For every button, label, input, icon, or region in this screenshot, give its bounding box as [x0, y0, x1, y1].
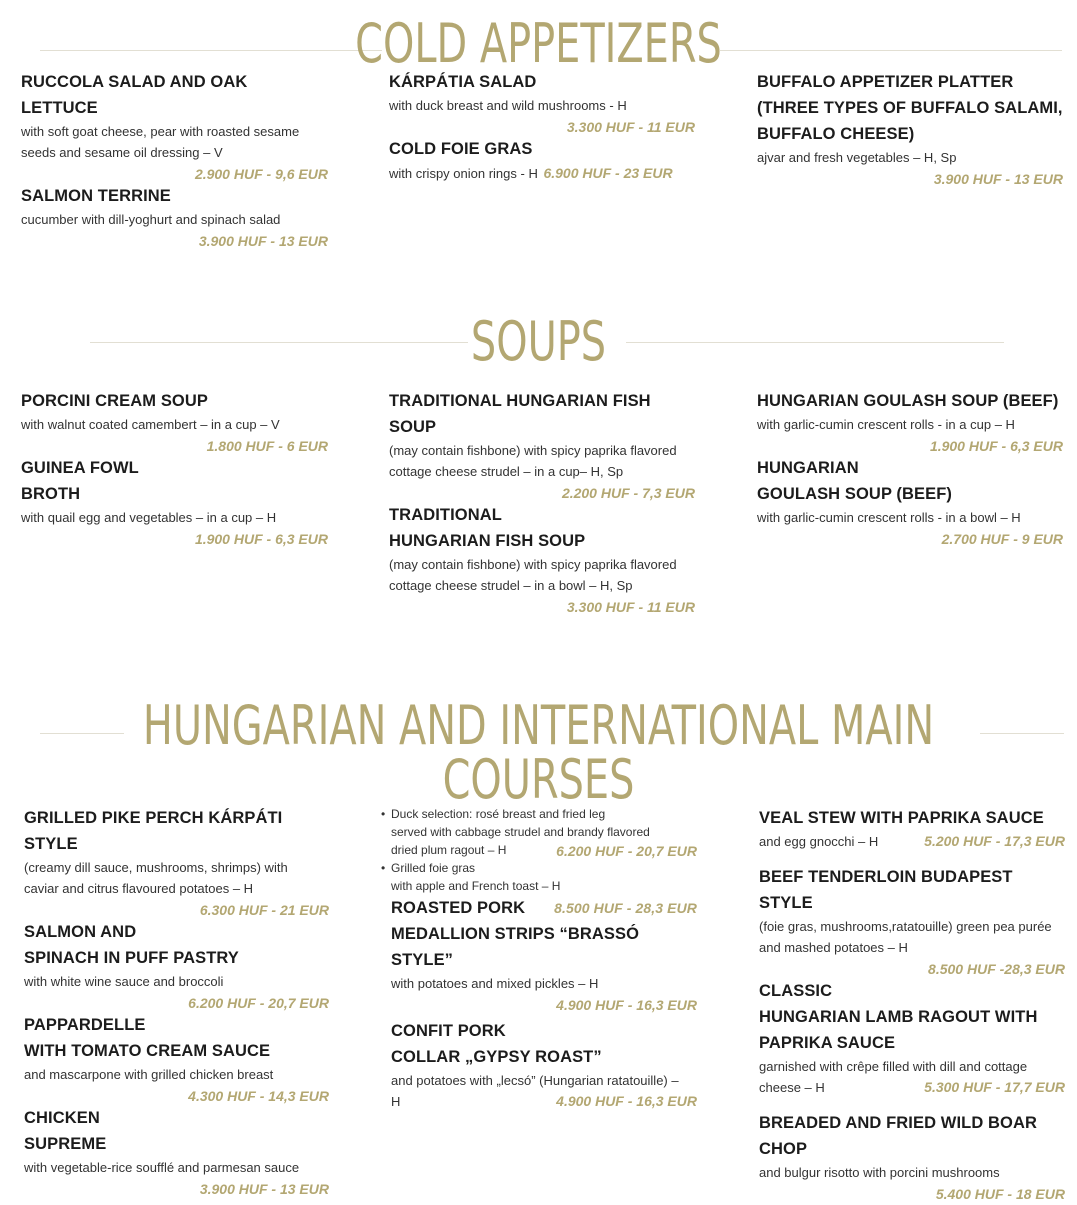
item-name: CHOP — [759, 1140, 808, 1158]
cold-column-2 — [389, 69, 695, 184]
item-description: (foie gras, mushrooms,ratatouille) green pea purée — [759, 919, 1052, 934]
section-title-main-courses: HUNGARIAN AND INTERNATIONAL MAIN COURSES — [142, 694, 935, 811]
menu-item — [757, 69, 1063, 190]
item-description: and bulgur risotto with porcini mushrooms — [759, 1165, 1000, 1180]
section-title-soups: SOUPS — [470, 310, 607, 373]
item-name: SALMON AND — [24, 923, 137, 941]
item-name: BUFFALO CHEESE) — [757, 125, 915, 143]
menu-item — [24, 1105, 329, 1200]
soups-column-1 — [21, 388, 328, 550]
item-name: CLASSIC — [759, 982, 833, 1000]
item-description: with white wine sauce and broccoli — [24, 974, 224, 989]
item-description: with vegetable-rice soufflé and parmesan sauce — [24, 1160, 300, 1175]
item-name: SUPREME — [24, 1135, 107, 1153]
item-price: 4.900 HUF - 16,3 EUR — [556, 997, 697, 1013]
item-name: (THREE TYPES OF BUFFALO SALAMI, — [757, 99, 1063, 117]
item-description: (creamy dill sauce, mushrooms, shrimps) with — [24, 860, 288, 875]
item-description: with quail egg and vegetables – in a cup – H — [21, 510, 277, 525]
item-price: 3.900 HUF - 13 EUR — [933, 171, 1063, 187]
item-price: 1.800 HUF - 6 EUR — [206, 438, 328, 454]
item-price: 2.200 HUF - 7,3 EUR — [561, 485, 695, 501]
menu-item — [21, 183, 328, 252]
menu-item — [21, 455, 328, 550]
item-name-row — [391, 895, 697, 921]
item-name: SPINACH IN PUFF PASTRY — [24, 949, 239, 967]
mains-column-1 — [24, 805, 329, 1200]
item-description-row — [759, 1077, 1065, 1098]
item-description: with garlic-cumin crescent rolls - in a cup – H — [757, 417, 1015, 432]
item-price: 2.700 HUF - 9 EUR — [941, 531, 1063, 547]
item-price: 1.900 HUF - 6,3 EUR — [194, 531, 328, 547]
item-description: and mascarpone with grilled chicken breast — [24, 1067, 274, 1082]
item-name: BUFFALO APPETIZER PLATTER — [757, 73, 1014, 91]
item-price: 2.900 HUF - 9,6 EUR — [194, 166, 328, 182]
item-price: 3.300 HUF - 11 EUR — [566, 119, 695, 135]
item-name: HUNGARIAN — [757, 459, 859, 477]
menu-item — [21, 388, 328, 457]
menu-item — [21, 69, 328, 185]
item-name: CHICKEN — [24, 1109, 100, 1127]
menu-item — [389, 136, 695, 184]
item-name: HUNGARIAN FISH SOUP — [389, 532, 586, 550]
item-price: 4.300 HUF - 14,3 EUR — [188, 1088, 329, 1104]
item-price: 6.900 HUF - 23 EUR — [543, 165, 673, 181]
item-description: cucumber with dill-yoghurt and spinach salad — [21, 212, 281, 227]
item-description: with garlic-cumin crescent rolls - in a bowl – H — [757, 510, 1021, 525]
item-description: and egg gnocchi – H — [759, 834, 879, 849]
list-item-text: dried plum ragout – H — [391, 843, 507, 857]
mains-column-2 — [391, 805, 697, 1112]
item-description: cottage cheese strudel – in a bowl – H, Sp — [389, 578, 633, 593]
item-name: KÁRPÁTIA SALAD — [389, 73, 537, 91]
item-price: 1.900 HUF - 6,3 EUR — [929, 438, 1063, 454]
menu-item — [24, 919, 329, 1014]
item-name: GUINEA FOWL — [21, 459, 139, 477]
item-name: COLD FOIE GRAS — [389, 140, 533, 158]
divider — [980, 733, 1064, 734]
menu-item — [24, 805, 329, 921]
menu-item — [389, 502, 695, 618]
item-description: seeds and sesame oil dressing – V — [21, 145, 223, 160]
item-name: SALMON TERRINE — [21, 187, 171, 205]
menu-item — [391, 1018, 697, 1112]
item-name: RUCCOLA SALAD AND OAK LETTUCE — [21, 73, 248, 117]
item-description-text: with crispy onion rings - H — [389, 166, 538, 181]
menu-item — [24, 1012, 329, 1107]
item-name: COLLAR „GYPSY ROAST” — [391, 1048, 602, 1066]
list-item-text: with apple and French toast – H — [391, 879, 561, 893]
item-price: 3.300 HUF - 11 EUR — [566, 599, 695, 615]
item-name: PORCINI CREAM SOUP — [21, 392, 208, 410]
item-name: MEDALLION STRIPS “BRASSÓ STYLE” — [391, 925, 640, 969]
menu-item — [389, 69, 695, 138]
item-name: GRILLED PIKE PERCH KÁRPÁTI STYLE — [24, 809, 283, 853]
item-name: ROASTED PORK — [391, 899, 526, 917]
item-price: 5.200 HUF - 17,3 EUR — [924, 833, 1065, 849]
item-price: 4.900 HUF - 16,3 EUR — [556, 1093, 697, 1109]
item-description: (may contain fishbone) with spicy paprika flavored — [389, 443, 677, 458]
menu-item — [759, 805, 1065, 852]
item-description: garnished with crêpe filled with dill and cottage — [759, 1059, 1028, 1074]
item-price: 8.500 HUF - 28,3 EUR — [554, 900, 697, 916]
item-name: VEAL STEW WITH PAPRIKA SAUCE — [759, 809, 1044, 827]
item-description — [389, 162, 695, 184]
item-price: 8.500 HUF -28,3 EUR — [928, 961, 1065, 977]
item-description: with potatoes and mixed pickles – H — [391, 976, 599, 991]
list-item-text: served with cabbage strudel and brandy flavored — [391, 825, 650, 839]
list-item-text-row — [391, 841, 697, 859]
item-price: 3.900 HUF - 13 EUR — [199, 1181, 329, 1197]
section-title-cold-appetizers: COLD APPETIZERS — [355, 12, 722, 75]
menu-item — [757, 455, 1063, 550]
item-description: cottage cheese strudel – in a cup– H, Sp — [389, 464, 624, 479]
menu-item — [757, 388, 1063, 457]
item-description: ajvar and fresh vegetables – H, Sp — [757, 150, 957, 165]
item-description: H — [391, 1094, 401, 1109]
item-name: BROTH — [21, 485, 81, 503]
item-description: with walnut coated camembert – in a cup – V — [21, 417, 280, 432]
item-description: with soft goat cheese, pear with roasted sesame — [21, 124, 300, 139]
menu-item — [759, 1110, 1065, 1205]
item-price: 5.400 HUF - 18 EUR — [935, 1186, 1065, 1202]
list-item — [391, 805, 697, 859]
item-name: WITH TOMATO CREAM SAUCE — [24, 1042, 271, 1060]
item-price: 3.900 HUF - 13 EUR — [198, 233, 328, 249]
item-description-row — [759, 831, 1065, 852]
item-name: CONFIT PORK — [391, 1022, 506, 1040]
soups-column-2 — [389, 388, 695, 618]
cold-column-3 — [757, 69, 1063, 190]
item-name: TRADITIONAL — [389, 506, 502, 524]
item-price: 6.200 HUF - 20,7 EUR — [188, 995, 329, 1011]
list-item-text: • Grilled foie gras — [391, 861, 476, 875]
cold-column-1 — [21, 69, 328, 252]
item-description: and potatoes with „lecsó” (Hungarian ratatouille) – — [391, 1073, 679, 1088]
list-item — [391, 859, 697, 895]
duck-foie-gras-list — [381, 805, 697, 895]
item-description: with duck breast and wild mushrooms - H — [389, 98, 627, 113]
item-name: BEEF TENDERLOIN BUDAPEST STYLE — [759, 868, 1013, 912]
soups-column-3 — [757, 388, 1063, 550]
item-description: and mashed potatoes – H — [759, 940, 908, 955]
item-price: 5.300 HUF - 17,7 EUR — [924, 1079, 1065, 1095]
menu-item — [389, 388, 695, 504]
menu-item — [759, 864, 1065, 980]
item-price: 6.300 HUF - 21 EUR — [199, 902, 329, 918]
item-name: HUNGARIAN LAMB RAGOUT WITH — [759, 1008, 1038, 1026]
item-name: PAPRIKA SAUCE — [759, 1034, 896, 1052]
item-description: (may contain fishbone) with spicy paprika flavored — [389, 557, 677, 572]
item-name: HUNGARIAN GOULASH SOUP (BEEF) — [757, 392, 1059, 410]
menu-item — [391, 895, 697, 1016]
menu-item — [759, 978, 1065, 1098]
item-price: 6.200 HUF - 20,7 EUR — [556, 843, 697, 859]
item-description-row — [391, 1091, 697, 1112]
item-name: PAPPARDELLE — [24, 1016, 146, 1034]
list-item-text: • Duck selection: rosé breast and fried leg — [391, 807, 606, 821]
item-description: cheese – H — [759, 1080, 825, 1095]
mains-column-3 — [759, 805, 1065, 1205]
item-name: TRADITIONAL HUNGARIAN FISH — [389, 392, 651, 410]
item-name: GOULASH SOUP (BEEF) — [757, 485, 953, 503]
item-description: caviar and citrus flavoured potatoes – H — [24, 881, 254, 896]
item-name: BREADED AND FRIED WILD BOAR — [759, 1114, 1037, 1132]
item-name: SOUP — [389, 418, 437, 436]
